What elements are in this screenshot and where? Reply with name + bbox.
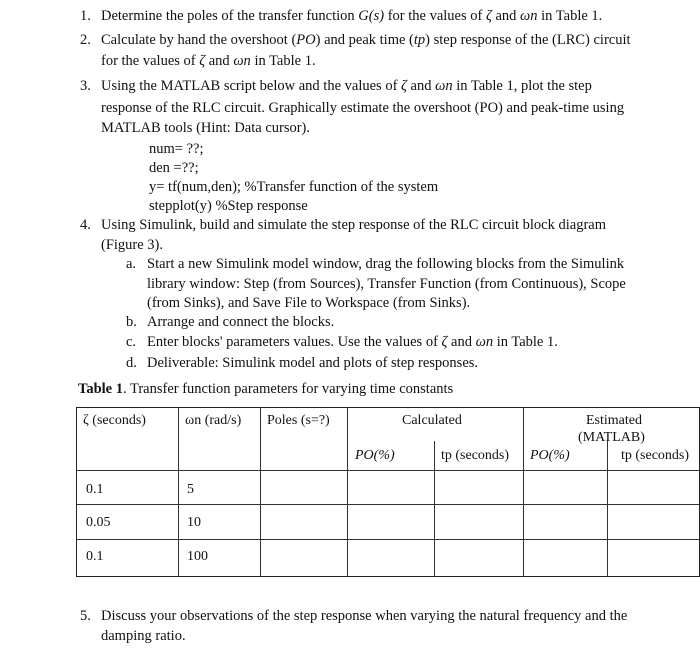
item-4a-line-2: library window: Step (from Sources), Transfer Function (from Continuous), Scope xyxy=(147,276,626,292)
text: Determine the poles of the transfer function xyxy=(101,8,359,24)
math-zeta: ζ xyxy=(401,78,407,94)
item-4a-number: a. xyxy=(126,256,137,272)
item-4c-number: c. xyxy=(126,334,137,350)
text: for the values of xyxy=(384,8,486,24)
text: in Table 1, plot the step xyxy=(452,78,592,94)
item-4d-line-1: Deliverable: Simulink model and plots of step responses. xyxy=(147,355,479,371)
header-po-calculated: PO(%) xyxy=(355,448,395,463)
item-4-number: 4. xyxy=(80,217,91,233)
text: in Table 1. xyxy=(493,334,558,350)
item-1-line-1 xyxy=(101,8,602,25)
text: and xyxy=(447,334,476,350)
text: Calculate by hand the overshoot ( xyxy=(101,32,297,48)
row-divider xyxy=(77,470,699,471)
item-4d-number: d. xyxy=(126,355,137,371)
col-divider xyxy=(607,441,608,576)
col-divider xyxy=(523,408,524,576)
item-4a-line-3: (from Sinks), and Save File to Workspace (from Sinks). xyxy=(147,295,471,311)
item-4c-line-1 xyxy=(147,334,558,351)
text: Using the MATLAB script below and the values of xyxy=(101,78,402,94)
col-divider xyxy=(347,408,348,576)
text: and xyxy=(205,53,234,69)
item-2-line-1 xyxy=(101,32,631,49)
row-2-omega: 10 xyxy=(187,515,201,530)
header-tp-calculated: tp (seconds) xyxy=(441,448,510,463)
row-3-omega: 100 xyxy=(187,549,208,564)
code-line-3: y= tf(num,den); %Transfer function of the system xyxy=(149,179,439,195)
code-line-1: num= ??; xyxy=(149,141,204,157)
row-3-zeta: 0.1 xyxy=(86,549,104,564)
item-2-line-2 xyxy=(101,53,316,70)
item-4b-line-1: Arrange and connect the blocks. xyxy=(147,314,335,330)
text: in Table 1. xyxy=(537,8,603,24)
table-caption-label: Table 1 xyxy=(78,381,123,397)
item-3-line-1 xyxy=(101,78,592,95)
text: and xyxy=(406,78,436,94)
text: ) step response of the (LRC) circuit xyxy=(425,32,631,48)
col-divider xyxy=(260,408,261,576)
item-5-line-2: damping ratio. xyxy=(101,628,186,644)
header-po-estimated: PO(%) xyxy=(530,448,570,463)
text: and xyxy=(491,8,521,24)
header-tp-estimated: tp (seconds) xyxy=(621,448,690,463)
item-3-number: 3. xyxy=(80,78,91,94)
row-1-omega: 5 xyxy=(187,482,194,497)
header-calculated: Calculated xyxy=(402,413,462,428)
header-estimated-matlab: (MATLAB) xyxy=(578,430,645,445)
item-3-line-2: response of the RLC circuit. Graphically estimate the overshoot (PO) and peak-time using xyxy=(101,100,625,116)
table-caption-text: . Transfer function parameters for varying time constants xyxy=(123,381,454,397)
item-4-line-1: Using Simulink, build and simulate the step response of the RLC circuit block diagram xyxy=(101,217,607,233)
math-zeta: ζ xyxy=(441,334,448,350)
header-poles: Poles (s=?) xyxy=(267,413,330,428)
math-PO: PO xyxy=(296,32,316,48)
code-line-2: den =??; xyxy=(149,160,199,176)
col-divider xyxy=(178,408,179,576)
math-zeta: ζ xyxy=(199,53,206,69)
math-zeta: ζ xyxy=(485,8,492,24)
row-2-zeta: 0.05 xyxy=(86,515,111,530)
header-zeta: ζ (seconds) xyxy=(83,413,146,428)
col-divider xyxy=(434,441,435,576)
header-omega: ωn (rad/s) xyxy=(185,413,242,428)
item-4-line-2: (Figure 3). xyxy=(101,237,164,253)
math-Gs: G(s) xyxy=(358,8,385,24)
math-omega-n: ωn xyxy=(233,53,251,69)
text: Enter blocks' parameters values. Use the values of xyxy=(147,334,442,350)
text: for the values of xyxy=(101,53,200,69)
item-4a-line-1: Start a new Simulink model window, drag the following blocks from the Simulink xyxy=(147,256,625,272)
item-2-number: 2. xyxy=(80,32,91,48)
item-5-number: 5. xyxy=(80,608,91,624)
math-omega-n: ωn xyxy=(435,78,453,94)
math-tp: tp xyxy=(413,32,426,48)
math-omega-n: ωn xyxy=(475,334,494,350)
item-5-line-1: Discuss your observations of the step response when varying the natural frequency and the xyxy=(101,608,628,624)
row-divider xyxy=(77,539,699,540)
table-caption xyxy=(78,381,453,398)
parameters-table xyxy=(76,407,700,577)
item-4b-number: b. xyxy=(126,314,137,330)
math-omega-n: ωn xyxy=(520,8,538,24)
text: in Table 1. xyxy=(250,53,316,69)
item-3-line-3: MATLAB tools (Hint: Data cursor). xyxy=(101,120,311,136)
text: ) and peak time ( xyxy=(315,32,414,48)
row-divider xyxy=(77,504,699,505)
item-1-number: 1. xyxy=(80,8,91,24)
row-1-zeta: 0.1 xyxy=(86,482,104,497)
code-line-4: stepplot(y) %Step response xyxy=(149,198,308,214)
header-estimated: Estimated xyxy=(586,413,642,428)
